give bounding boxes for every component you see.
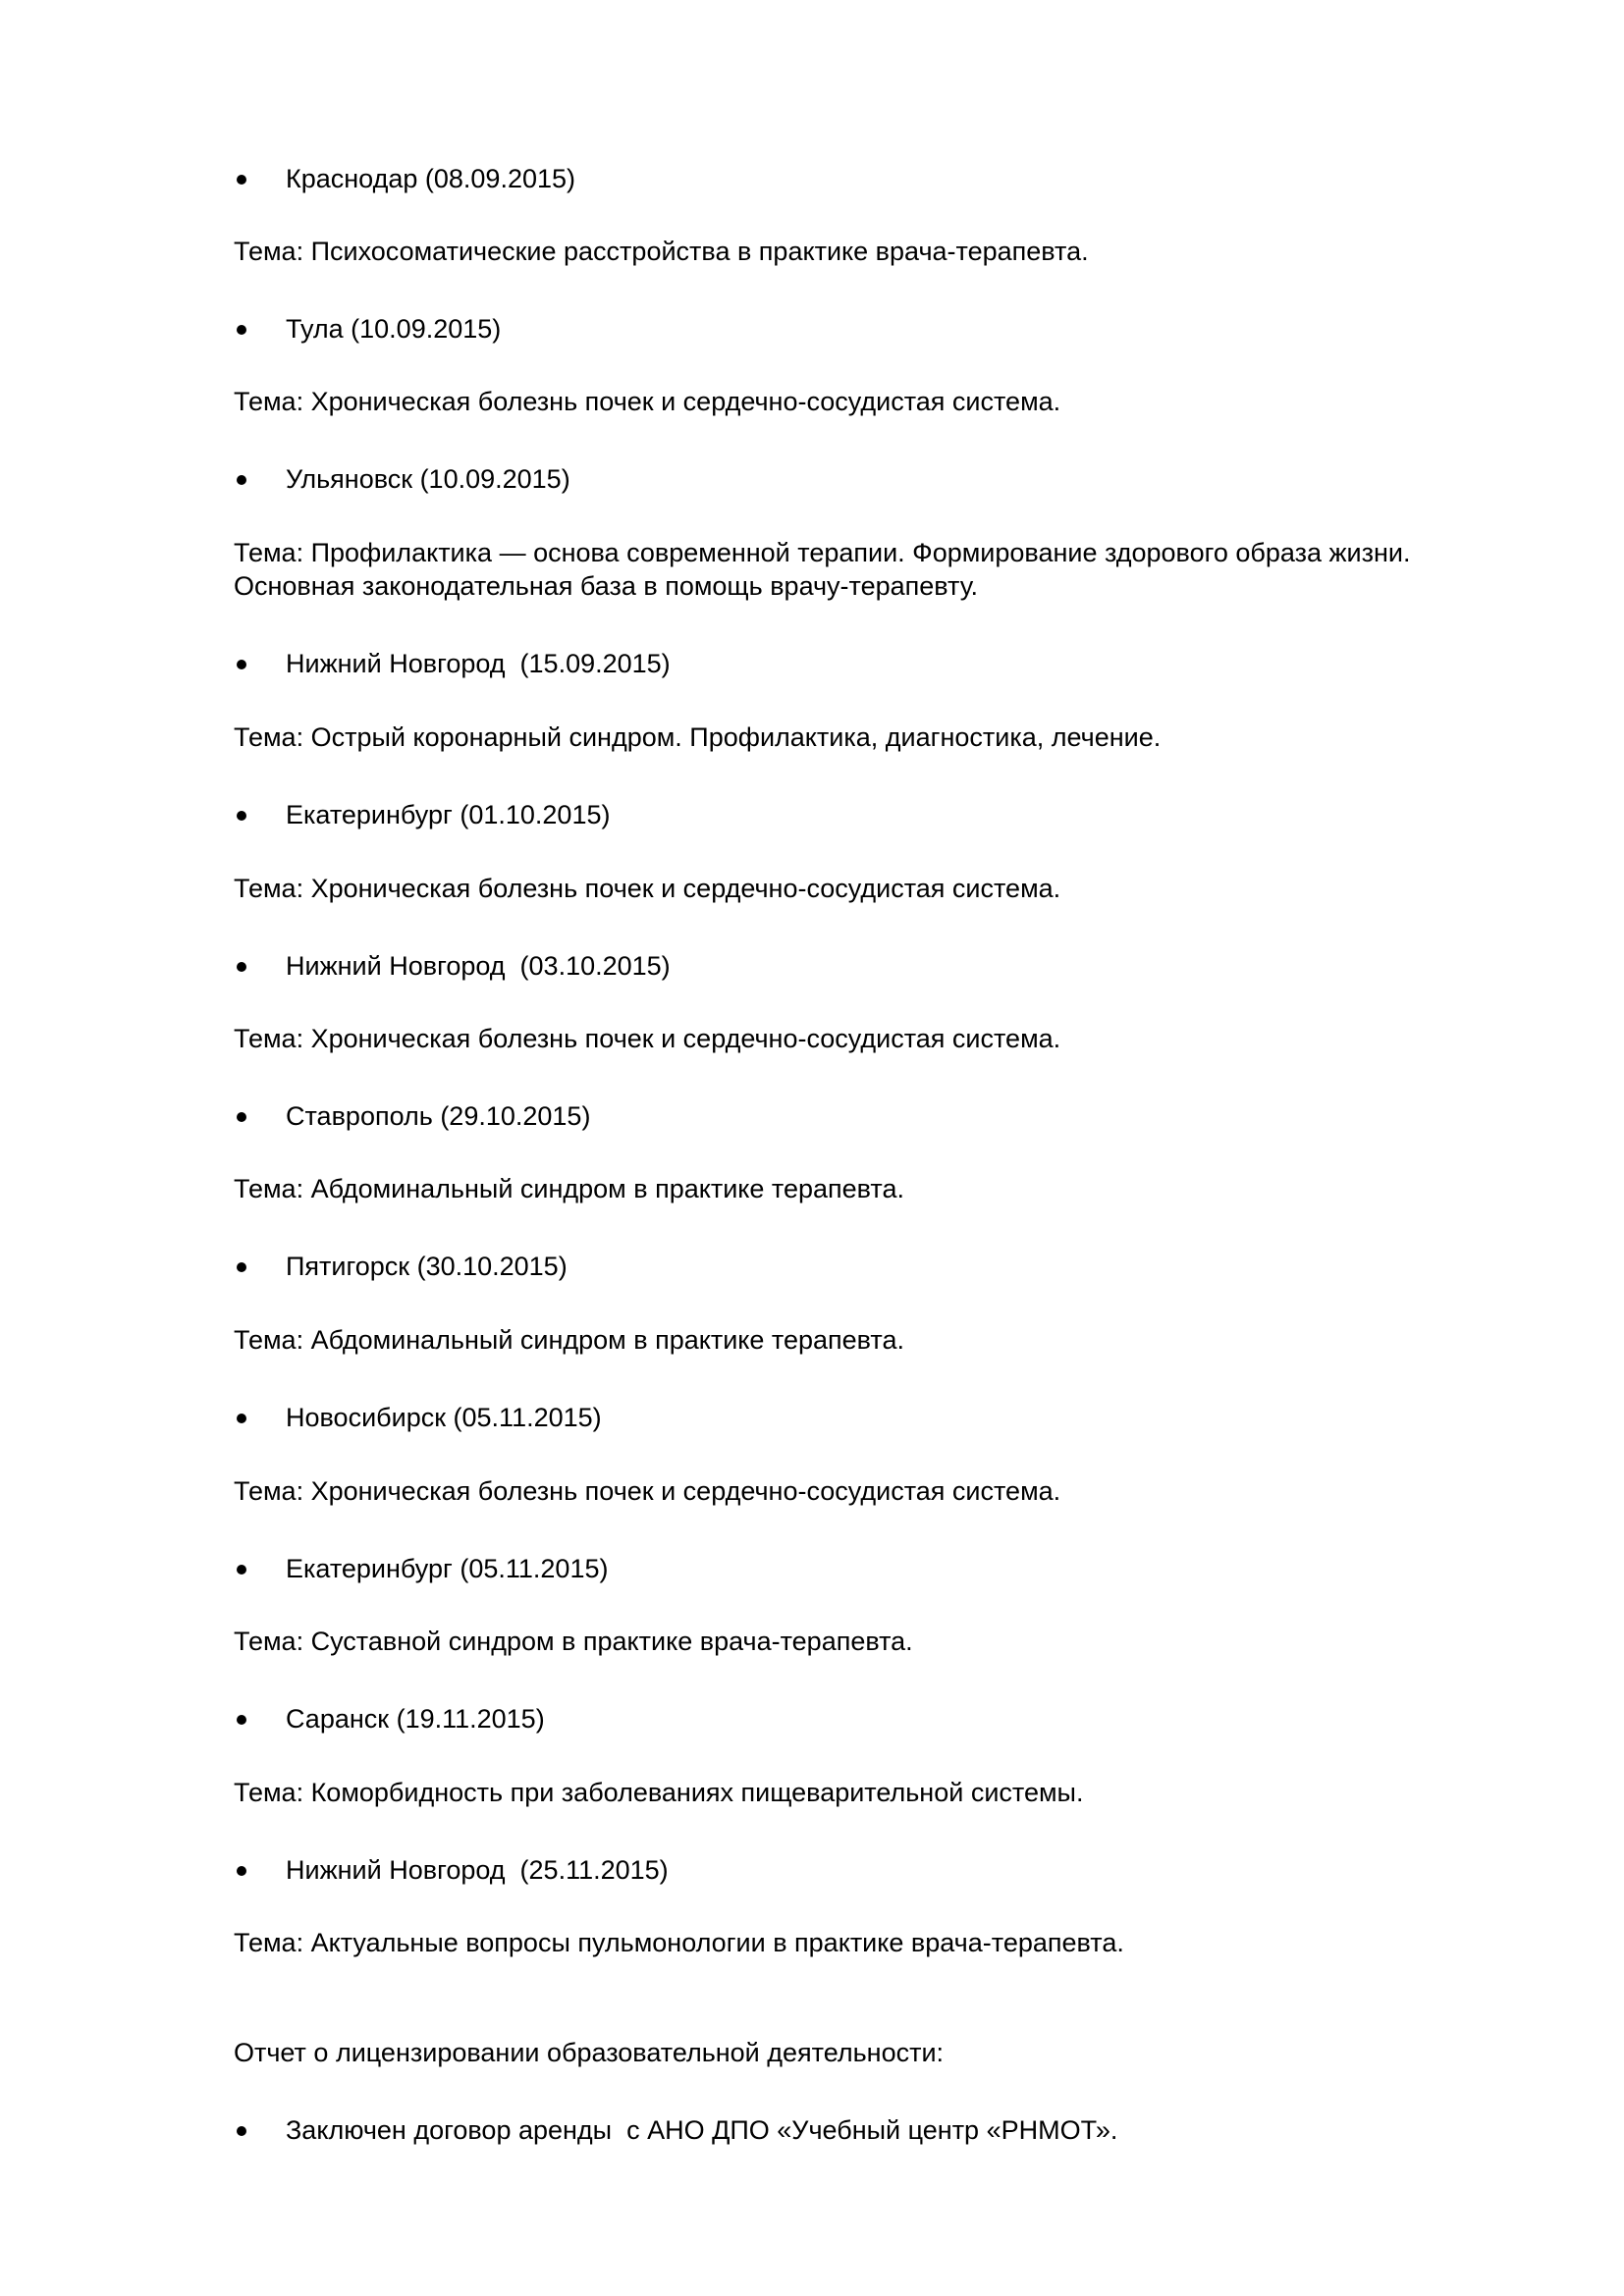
bullet-icon xyxy=(237,962,246,972)
event-item xyxy=(0,647,1624,780)
event-item xyxy=(0,1099,1624,1233)
bullet-icon xyxy=(237,1866,246,1876)
event-item xyxy=(0,1702,1624,1836)
event-topic: Тема: Хроническая болезнь почек и сердечно-сосудистая система. xyxy=(234,1024,1061,1053)
event-city-date: Нижний Новгород (25.11.2015) xyxy=(286,1855,669,1885)
bullet-icon xyxy=(237,1414,246,1423)
event-topic: Тема: Хроническая болезнь почек и сердечно-сосудистая система. xyxy=(234,874,1061,903)
event-city-date: Пятигорск (30.10.2015) xyxy=(286,1252,568,1281)
event-item xyxy=(0,1552,1624,1685)
bullet-icon xyxy=(237,1262,246,1272)
bullet-icon xyxy=(237,325,246,335)
event-topic: Тема: Абдоминальный синдром в практике терапевта. xyxy=(234,1174,905,1203)
event-item xyxy=(0,1853,1624,1987)
event-city-date: Екатеринбург (01.10.2015) xyxy=(286,800,611,829)
event-item xyxy=(0,1401,1624,1534)
bullet-icon xyxy=(237,475,246,485)
event-topic: Тема: Хроническая болезнь почек и сердечно-сосудистая система. xyxy=(234,387,1061,416)
event-city-date: Нижний Новгород (15.09.2015) xyxy=(286,649,671,678)
bullet-icon xyxy=(237,811,246,821)
event-item xyxy=(0,949,1624,1083)
event-topic: Тема: Актуальные вопросы пульмонологии в практике врача-терапевта. xyxy=(234,1928,1124,1957)
bullet-icon xyxy=(237,1565,246,1575)
event-topic-continuation: Основная законодательная база в помощь врачу-терапевту. xyxy=(234,571,979,601)
bullet-icon xyxy=(237,2126,246,2136)
event-city-date: Нижний Новгород (03.10.2015) xyxy=(286,951,671,981)
event-city-date: Ставрополь (29.10.2015) xyxy=(286,1101,591,1131)
event-topic: Тема: Профилактика — основа современной терапии. Формирование здорового образа жизни. xyxy=(234,538,1411,567)
report-item xyxy=(0,2113,1624,2247)
report-item-text: Заключен договор аренды с АНО ДПО «Учебный центр «РНМОТ». xyxy=(286,2115,1118,2145)
event-city-date: Екатеринбург (05.11.2015) xyxy=(286,1554,609,1583)
report-heading: Отчет о лицензировании образовательной деятельности: xyxy=(234,2038,945,2067)
event-item xyxy=(0,162,1624,295)
event-topic: Тема: Суставной синдром в практике врача-терапевта. xyxy=(234,1627,913,1656)
event-topic: Тема: Острый коронарный синдром. Профилактика, диагностика, лечение. xyxy=(234,722,1162,752)
event-topic: Тема: Коморбидность при заболеваниях пищеварительной системы. xyxy=(234,1778,1084,1807)
event-item xyxy=(0,798,1624,932)
event-topic: Тема: Абдоминальный синдром в практике терапевта. xyxy=(234,1325,905,1355)
event-city-date: Новосибирск (05.11.2015) xyxy=(286,1403,602,1432)
bullet-icon xyxy=(237,660,246,669)
event-city-date: Ульяновск (10.09.2015) xyxy=(286,464,570,494)
event-item xyxy=(0,312,1624,446)
event-city-date: Краснодар (08.09.2015) xyxy=(286,164,575,193)
event-city-date: Саранск (19.11.2015) xyxy=(286,1704,545,1734)
event-city-date: Тула (10.09.2015) xyxy=(286,314,502,344)
bullet-icon xyxy=(237,1715,246,1725)
event-topic: Тема: Хроническая болезнь почек и сердечно-сосудистая система. xyxy=(234,1476,1061,1506)
event-topic: Тема: Психосоматические расстройства в практике врача-терапевта. xyxy=(234,237,1089,266)
bullet-icon xyxy=(237,1112,246,1122)
bullet-icon xyxy=(237,175,246,185)
event-item xyxy=(0,1250,1624,1383)
